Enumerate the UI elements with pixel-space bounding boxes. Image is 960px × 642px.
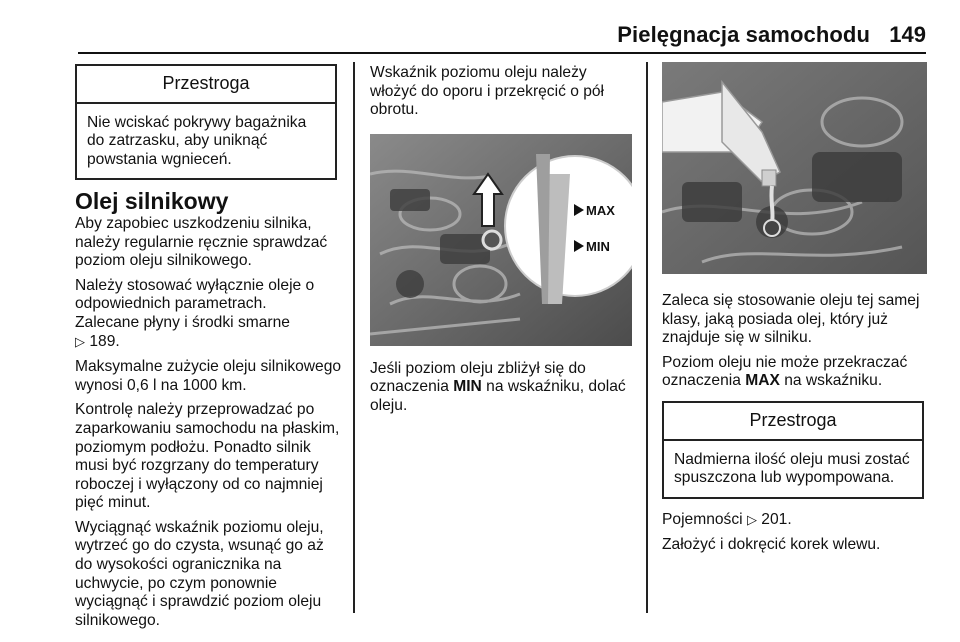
header-rule: [78, 52, 926, 54]
page-ref-link-201[interactable]: 201.: [761, 510, 792, 528]
paragraph-add-oil: [370, 360, 635, 416]
paragraph-oil-specs: [75, 277, 345, 352]
page-ref-link-189[interactable]: 189.: [89, 332, 120, 350]
oil-filling-figure: [662, 62, 927, 274]
max-level-text-2: na wskaźniku.: [779, 372, 883, 390]
caution-title: Przestroga: [77, 66, 335, 104]
paragraph-max-level: [662, 354, 927, 391]
add-oil-text-1: Jeśli poziom oleju zbliżył się do oznaczenia: [370, 359, 586, 396]
column-3: [662, 64, 927, 561]
column-divider-2: [646, 62, 648, 613]
max-level-text-1: Poziom oleju nie może przekraczać oznaczenia: [662, 353, 908, 390]
caution-text: Nie wciskać pokrywy bagażnika do zatrzasku, aby uniknąć powstania wgnieceń.: [87, 113, 307, 168]
caution-box-trunk: [75, 64, 337, 180]
capacities-text: Pojemności: [662, 510, 743, 528]
column-2: [370, 64, 635, 422]
min-mark-label: MIN: [586, 238, 610, 254]
add-oil-text-2: na wskaźniku, dolać oleju.: [370, 378, 626, 414]
recommended-fluids-text: Zalecane płyny i środki smarne: [75, 313, 290, 331]
paragraph-max-consumption: Maksymalne zużycie oleju silnikowego wynosi 0,6 l na 1000 km.: [75, 358, 342, 394]
caution-title: Przestroga: [664, 403, 922, 441]
max-mark-reference: MAX: [745, 372, 780, 390]
max-mark-label: MAX: [586, 202, 615, 218]
engine-bay-illustration: [370, 134, 632, 346]
column-divider-1: [353, 62, 355, 613]
paragraph-check-regularly: Aby zapobiec uszkodzeniu silnika, należy regularnie ręcznie sprawdzać poziom oleju silnikowego.: [75, 214, 328, 270]
paragraph-same-class-oil: Zaleca się stosowanie oleju tej samej klasy, jaką posiada olej, który już znajduje się w silniku.: [662, 292, 920, 347]
page-ref-arrow-icon: ▷: [75, 334, 85, 350]
page-number: 149: [889, 22, 926, 47]
paragraph-tighten-cap: Założyć i dokręcić korek wlewu.: [662, 536, 881, 554]
min-mark-reference: MIN: [453, 378, 482, 396]
page-ref-arrow-icon: ▷: [746, 512, 757, 528]
paragraph-dipstick-procedure: Wyciągnąć wskaźnik poziomu oleju, wytrzeć go do czysta, wsunąć go aż do wysokości ogranicznika na uchwycie, po czym ponownie wyciągnąć i sprawdzić poziom oleju silnikowego.: [75, 518, 324, 629]
section-title-engine-oil: Olej silnikowy: [75, 188, 229, 215]
page-header-title: Pielęgnacja samochodu: [617, 22, 870, 47]
engine-dipstick-figure: [370, 134, 632, 346]
oil-specs-text: Należy stosować wyłącznie oleje o odpowiednich parametrach.: [75, 276, 315, 313]
paragraph-insert-dipstick: Wskaźnik poziomu oleju należy włożyć do oporu i przekręcić o pół obrotu.: [370, 64, 605, 119]
column-1: [75, 64, 345, 636]
paragraph-capacities: [662, 511, 927, 531]
oil-pouring-illustration: [662, 62, 927, 274]
caution-box-excess-oil: [662, 401, 924, 499]
caution-text: Nadmierna ilość oleju musi zostać spuszczona lub wypompowana.: [674, 450, 910, 487]
paragraph-check-conditions: Kontrolę należy przeprowadzać po zaparkowaniu samochodu na płaskim, poziomym podłożu. Ponadto silnik musi być rozgrzany do temperatury roboczej i wyłączony od co najmniej pięć minut.: [75, 401, 340, 512]
